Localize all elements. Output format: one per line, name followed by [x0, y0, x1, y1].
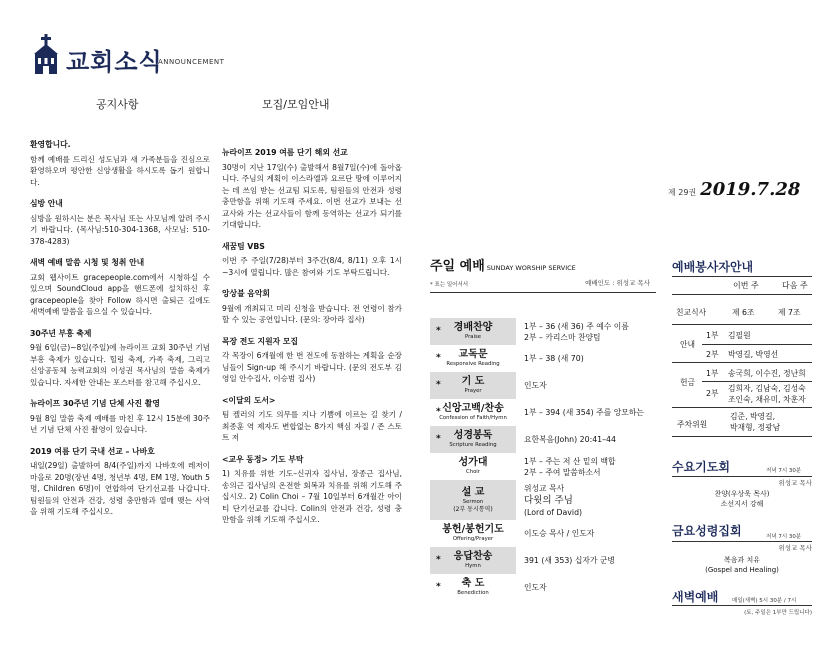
stand-mark: *: [436, 379, 441, 390]
worship-item-name: [430, 345, 516, 372]
detail-line: 391 (새 353) 십자가 군병: [524, 556, 615, 565]
stand-mark: *: [436, 581, 441, 592]
divider: [672, 324, 812, 325]
usher-label: 안내: [680, 340, 696, 349]
worship-item-detail: [516, 483, 656, 518]
volunteers-title: 예배봉사자안내: [672, 260, 754, 274]
worship-title-text: 주일 예배: [430, 259, 485, 274]
groups-heading: 모집/모임안내: [262, 98, 330, 111]
offering-2-names-line1: 김희자, 김남숙, 김성숙: [728, 384, 806, 393]
notices-column-right: [222, 147, 402, 536]
divider: [672, 476, 812, 477]
worship-item-title: 기 도: [461, 376, 485, 387]
offering-2-label: 2부: [706, 389, 719, 398]
worship-item-title: 축 도: [461, 578, 485, 589]
worship-item-en: Scripture Reading: [449, 442, 497, 448]
usher-2-label: 2부: [706, 350, 719, 359]
page-subtitle: ANNOUNCEMENT: [158, 58, 225, 66]
worship-row: [430, 345, 656, 372]
worship-item-title: 응답찬송: [453, 551, 493, 562]
detail-line: 1부 – 394 (새 354) 주를 앙모하는: [524, 408, 644, 417]
worship-row: [430, 574, 656, 601]
issue-number: 제 29권: [668, 188, 697, 197]
notice-body: 교회 웹사이트 gracepeople.com에서 시청하실 수 있으며 SoundCloud app을 핸드폰에 설치하신 후 gracepeople을 찾아 Follow 하시면 출퇴근 길에도 새벽예배 말씀을 들으실 수 있습니다.: [30, 272, 210, 316]
worship-item-detail: [516, 528, 656, 539]
worship-item-detail: [516, 582, 656, 593]
wednesday-message: 찬양(우상욱 목사): [714, 490, 770, 498]
worship-item-note: (2부 동시통역): [453, 505, 493, 513]
worship-row: [430, 372, 656, 399]
offering-label: 헌금: [680, 378, 696, 387]
notice-item: [30, 139, 210, 188]
notice-item: [30, 446, 210, 518]
worship-item-name: [430, 547, 516, 574]
notice-body: 이번 주 주일(7/28)부터 3주간(8/4, 8/11) 오후 1시~3시에 열립니다. 많은 참여와 기도 부탁드립니다.: [222, 256, 402, 277]
detail-line: 1부 – 주는 저 산 밑의 백합: [524, 456, 616, 466]
worship-item-detail: [516, 456, 656, 478]
parking-names-line2: 박재형, 정광남: [730, 423, 781, 432]
worship-row: [430, 426, 656, 453]
offering-1-names: 송국희, 이수진, 정난희: [728, 369, 806, 378]
worship-item-name: [430, 372, 516, 399]
worship-item-en: Hymn: [465, 563, 481, 569]
issue-date: 2019.7.28: [700, 179, 801, 200]
notice-body: 각 목장이 6개월에 한 번 전도에 동참하는 계획을 순장님들이 Sign-up 해 주시기 바랍니다. (문의 전도부 김영일 안수집사, 이승범 집사): [222, 351, 402, 383]
worship-item-en: Praise: [464, 334, 481, 340]
worship-item-en: Confession of Faith/Hymn: [439, 415, 507, 421]
worship-item-name: [430, 318, 516, 345]
worship-item-detail: [516, 321, 656, 343]
fellowship-next: 제 7조: [778, 308, 801, 317]
detail-line: (Lord of David): [524, 507, 583, 517]
issue-info: [668, 179, 800, 200]
notice-title: 심방 안내: [30, 199, 63, 208]
worship-leader: 예배인도 : 위성교 목사: [585, 279, 650, 287]
usher-1-label: 1부: [706, 331, 719, 340]
detail-line: 1부 – 38 (새 70): [524, 354, 584, 363]
worship-item-name: [430, 574, 516, 601]
parking-label: 주차위원: [677, 420, 708, 429]
worship-item-name: [430, 426, 516, 453]
worship-item-title: 봉헌/봉헌기도: [442, 524, 504, 535]
worship-item-name: [430, 480, 516, 520]
worship-subtitle: SUNDAY WORSHIP SERVICE: [486, 264, 576, 272]
wednesday-message-2: 소선지서 강해: [720, 500, 764, 508]
wednesday-prayer-title: 수요기도회: [672, 460, 730, 474]
notice-item: [222, 241, 402, 279]
worship-row: [430, 547, 656, 574]
divider: [430, 292, 656, 293]
notice-body: 팀 켈러의 기도 의무를 지나 기쁨에 이르는 길 찾기 / 최종훈 역 제자도 변합없는 8가지 핵심 자질 / 존 스토트 저: [222, 410, 402, 442]
worship-item-detail: [516, 353, 656, 364]
notice-body: 1) 치유를 위한 기도–신귀자 집사님, 장종근 집사님, 송의근 집사님의 온전한 회복과 치유를 위해 기도해 주십시오. 2) Colin Choi – 7월 10일부터 6개월간 아이티 단기선교를 갑니다. Colin의 안전과 건강, 성령 충만함을 위해 기도해 주십시오.: [222, 469, 402, 524]
notice-item: [30, 328, 210, 389]
notice-item: [30, 198, 210, 247]
divider: [702, 344, 812, 345]
divider: [672, 436, 812, 437]
worship-order-table: [430, 318, 656, 601]
divider: [672, 362, 812, 363]
friday-speaker: 위성교 목사: [778, 544, 812, 552]
divider: [672, 407, 812, 408]
stand-mark: *: [436, 433, 441, 444]
notices-heading: 공지사항: [96, 98, 139, 111]
notice-body: 9월에 개최되고 미리 신청을 받습니다. 전 연령이 참가할 수 있는 공연입니다. (문의: 장아라 집사): [222, 303, 402, 324]
divider: [672, 605, 812, 606]
worship-note: * 표는 일어서서: [430, 282, 469, 288]
notice-item: [30, 257, 210, 318]
fellowship-label: 친교식사: [676, 308, 707, 317]
worship-item-detail: [516, 555, 656, 566]
worship-item-en: Choir: [466, 469, 480, 475]
notice-title: 2019 여름 단기 국내 선교 – 나바호: [30, 446, 155, 456]
notice-item: [222, 336, 402, 385]
detail-line: 2부 – 주여 말씀하소서: [524, 467, 601, 477]
notice-body: 9월 6일(금)~8일(주일)에 뉴라이프 교회 30주년 기념 부흥 축제가 있습니다. 힐링 축제, 가족 축제, 그리고 신앙공동체 능력교회의 이성권 목사님의 말씀 축제가 있습니다. 자세한 안내는 포스터를 참고해 주십시오.: [30, 343, 210, 387]
worship-item-name: [430, 399, 516, 426]
notice-item: [222, 454, 402, 526]
dawn-note: (토, 주일은 1부만 드립니다): [744, 610, 812, 616]
detail-line: 1부 – 36 (새 36) 주 예수 이름: [524, 321, 629, 331]
dawn-service-title: 새벽예배: [672, 590, 719, 604]
worship-item-title: 성경봉독: [453, 430, 493, 441]
detail-line: 인도자: [524, 381, 547, 390]
worship-item-detail: [516, 407, 656, 418]
detail-line: 이도승 목사 / 인도자: [524, 529, 595, 538]
worship-item-name: [430, 520, 516, 547]
usher-1-names: 김필원: [728, 331, 751, 340]
divider: [702, 381, 812, 382]
church-icon: [30, 34, 62, 74]
detail-line: 2부 – 카리스마 찬양팀: [524, 332, 601, 342]
notice-item: [30, 398, 210, 436]
notice-title: 새꿈팀 VBS: [222, 241, 265, 251]
notice-body: 함께 예배를 드리신 성도님과 새 가족분들을 진심으로 환영하오며 평안한 신앙생활을 하시도록 돕기 원합니다.: [30, 154, 210, 187]
notice-item: [222, 288, 402, 326]
page-title: 교회소식: [66, 48, 163, 76]
notice-body: 30명이 지난 17일(수) 출발해서 8월7일(수)에 돌아옵니다. 주님의 계획이 이스라엘과 요르단 땅에 이루어지는 데 쓰임 받는 선교팀 되도록, 팀원들의 안전과 성령 충만함을 위해 기도해 주세요. 이번 선교가 보내는 선교사와 가는 선교사들이 함께 동역하는 선교가 되기를 기대합니다.: [222, 162, 402, 229]
notice-title: 환영합니다.: [30, 140, 71, 149]
friday-meeting-title: 금요성령집회: [672, 524, 742, 538]
worship-item-detail: [516, 380, 656, 391]
notice-body: 내일(29일) 출발하여 8/4(주일)까지 나바호에 레저이 마을로 20명(장년 4명, 청년부 4명, EM 1명, Youth 5명, Children 6명)이 연합하여 단기선교를 나갑니다. 팀원들의 안전과 건강, 성령 충만함과 열매 맺는 사역을 위해 기도해 주십시오.: [30, 461, 210, 516]
wednesday-speaker: 위성교 목사: [778, 479, 812, 487]
worship-item-en: Offering/Prayer: [452, 536, 494, 542]
friday-message: 복음과 치유: [723, 556, 761, 564]
worship-row: [430, 453, 656, 480]
usher-2-names: 박영길, 박영선: [728, 350, 779, 359]
notice-item: [222, 395, 402, 444]
worship-item-title: 설 교: [461, 486, 485, 498]
worship-item-title: 교독문: [458, 349, 488, 360]
friday-time: 저녁 7시 30분: [766, 534, 802, 540]
worship-row: [430, 399, 656, 426]
notice-title: <교우 동정> 기도 부탁: [222, 454, 304, 464]
notice-body: 9월 8일 말씀 축제 예배를 마친 후 12시 15분에 30주년 기념 단체 사진 촬영이 있습니다.: [30, 413, 210, 434]
notice-title: 뉴라이프 30주년 기념 단체 사진 촬영: [30, 399, 160, 408]
worship-title: [430, 255, 576, 274]
stand-mark: *: [436, 554, 441, 565]
notice-title: 뉴라이프 2019 여름 단기 해외 선교: [222, 148, 348, 157]
wednesday-time: 저녁 7시 30분: [766, 468, 802, 474]
notice-title: 30주년 부흥 축제: [30, 328, 92, 338]
friday-message-2: (Gospel and Healing): [705, 566, 779, 574]
divider: [672, 294, 812, 295]
worship-item-title: 신앙고백/찬송: [442, 403, 504, 414]
notice-item: [222, 147, 402, 231]
detail-line: 인도자: [524, 583, 547, 592]
this-week-label: 이번 주: [733, 281, 759, 290]
worship-row: [430, 480, 656, 520]
notice-title: 새벽 예배 말씀 시청 및 청취 안내: [30, 258, 145, 267]
divider: [672, 541, 812, 542]
offering-2-names-line2: 조인숙, 채유미, 차훈자: [728, 395, 806, 404]
worship-row: [430, 318, 656, 345]
dawn-time: 매일(새벽) 5시 30분 / 7시: [732, 598, 797, 604]
fellowship-this: 제 6조: [732, 308, 755, 317]
worship-item-en: Responsive Reading: [446, 361, 500, 367]
notice-title: <이달의 도서>: [222, 395, 276, 405]
divider: [672, 276, 812, 277]
notices-column-left: [30, 139, 210, 528]
worship-item-title: 경배찬양: [453, 322, 493, 333]
worship-row: [430, 520, 656, 547]
worship-item-title: 성가대: [458, 457, 488, 468]
worship-item-en: Prayer: [464, 388, 482, 394]
worship-item-detail: [516, 434, 656, 445]
worship-item-en: Sermon: [462, 498, 484, 505]
notice-title: 앙상블 음악회: [222, 289, 270, 298]
stand-mark: *: [436, 325, 441, 336]
notice-title: 목장 전도 지원자 모집: [222, 336, 298, 346]
offering-1-label: 1부: [706, 369, 719, 378]
next-week-label: 다음 주: [782, 281, 808, 290]
worship-item-name: [430, 453, 516, 480]
parking-names-line1: 김준, 박영길,: [730, 412, 776, 421]
worship-item-en: Benediction: [457, 590, 489, 596]
detail-line: 위성교 목사: [524, 483, 565, 493]
stand-mark: *: [436, 406, 441, 417]
detail-line: 요한복음(John) 20:41–44: [524, 435, 616, 444]
sermon-title: 다윗의 주님: [524, 494, 573, 506]
notice-body: 심방을 원하시는 분은 목사님 또는 사모님께 알려 주시기 바랍니다. (목사님:510-304-1368, 사모님: 510-378-4283): [30, 213, 210, 246]
stand-mark: *: [436, 352, 441, 363]
